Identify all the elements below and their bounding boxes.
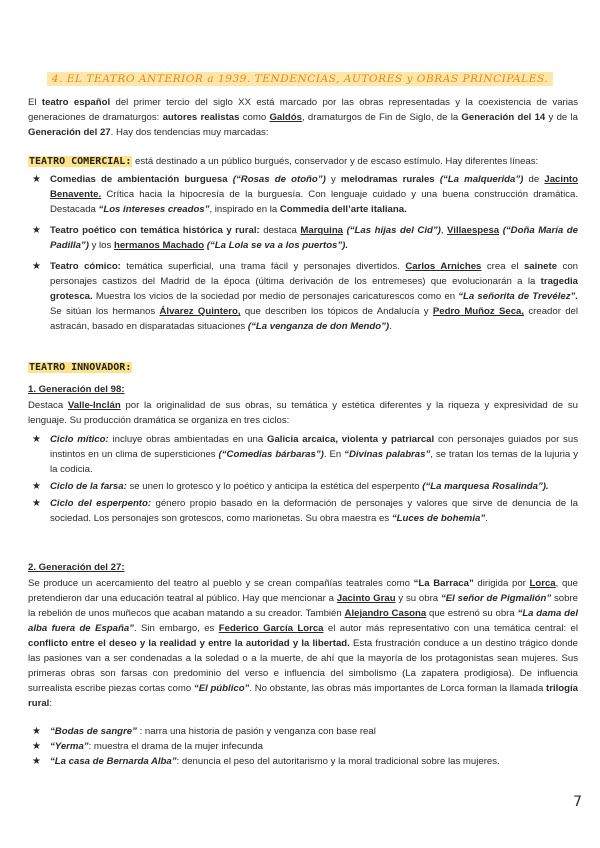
comercial-list: [28, 172, 578, 334]
gen98-list: [28, 432, 578, 526]
gen98-heading: 1. Generación del 98:: [28, 384, 125, 395]
list-item: ★ “Bodas de sangre” : narra una historia de pasión y venganza con base real: [32, 726, 376, 737]
list-item: ★ Ciclo mítico: incluye obras ambientadas en una Galicia arcaica, violenta y patriarcal con personajes guiados por sus instintos en un clima de supersticiones (“Comedias bárbaras”). En “Divinas palabras”, se tratan los temas de la lujuria y la codicia.: [32, 434, 579, 475]
star-bullet-icon: ★: [32, 726, 41, 737]
list-item: ★ Ciclo de la farsa: se unen lo grotesco y lo poético y anticipa la estética del esperpento (“La marquesa Rosalinda”).: [32, 481, 549, 492]
gen98-paragraph: Destaca Valle-Inclán por la originalidad de sus obras, su temática y estética diferentes y la riqueza y expresividad de su lenguaje. Su producción dramática se organiza en tres ciclos:: [28, 400, 578, 426]
list-item: ★ Teatro poético con temática histórica y rural: destaca Marquina (“Las hijas del Cid”), Villaespesa (“Doña María de Padilla”) y los hermanos Machado (“La Lola se va a los puertos”).: [32, 225, 578, 251]
star-bullet-icon: ★: [32, 261, 41, 272]
page-number: 7: [573, 794, 582, 810]
star-bullet-icon: ★: [32, 174, 41, 185]
list-item: ★ “Yerma”: muestra el drama de la mujer infecunda: [32, 741, 263, 752]
star-bullet-icon: ★: [32, 498, 41, 509]
list-item: ★ Comedias de ambientación burguesa (“Rosas de otoño”) y melodramas rurales (“La malquerida”) de Jacinto Benavente. Crítica hacia la hipocresía de la burguesía. Con lenguaje cuidado y una buena construcción dramática. Destacada “Los intereses creados”, inspirado en la Commedia dell’arte italiana.: [32, 174, 578, 215]
innovador-heading-row: [28, 360, 578, 375]
gen27-heading: 2. Generación del 27:: [28, 562, 125, 573]
star-bullet-icon: ★: [32, 225, 41, 236]
list-item: ★ “La casa de Bernarda Alba”: denuncia el peso del autoritarismo y la moral tradicional sobre las mujeres.: [32, 756, 500, 767]
star-bullet-icon: ★: [32, 434, 41, 445]
title-block: [0, 72, 600, 86]
star-bullet-icon: ★: [32, 756, 41, 767]
star-bullet-icon: ★: [32, 481, 41, 492]
gen27-list: [28, 724, 578, 769]
list-item: ★ Ciclo del esperpento: género propio basado en la deformación de personajes y valores que sirve de denuncia de la sociedad. Los personajes son grotescos, como marionetas. Su obra maestra es “Luces de bohemia”.: [32, 498, 578, 524]
star-bullet-icon: ★: [32, 741, 41, 752]
list-item: ★ Teatro cómico: temática superficial, una trama fácil y personajes divertidos. Carlos Arniches crea el sainete con personajes castizos del Madrid de la época (última derivación de los entremeses) que evolucionarán a la tragedia grotesca. Muestra los vicios de la sociedad por medio de personajes caricaturescos como en “La señorita de Trevélez”. Se sitúan los hermanos Álvarez Quintero, que describen los tópicos de Andalucía y Pedro Muñoz Seca, creador del astracán, basado en disparatadas situaciones (“La venganza de don Mendo”).: [32, 261, 578, 332]
comercial-intro: TEATRO COMERCIAL: está destinado a un público burgués, conservador y de escaso estímulo. Hay diferentes líneas:: [29, 156, 539, 167]
page-title: 4. EL TEATRO ANTERIOR a 1939. TENDENCIAS, AUTORES y OBRAS PRINCIPALES.: [47, 72, 553, 86]
intro-paragraph: El teatro español del primer tercio del siglo XX está marcado por las obras representadas y la coexistencia de varias generaciones de dramaturgos: autores realistas como Galdós, dramaturgos de Fin de Siglo, de la Generación del 14 y de la Generación del 27. Hay dos tendencias muy marcadas:: [28, 97, 578, 138]
section-heading-comercial: TEATRO COMERCIAL:: [29, 156, 132, 167]
section-heading-innovador: TEATRO INNOVADOR:: [29, 362, 132, 373]
gen27-paragraph: Se produce un acercamiento del teatro al pueblo y se crean compañías teatrales como “La Barraca” dirigida por Lorca, que pretendieron dar una educación teatral al público. Hay que mencionar a Jacinto Grau y su obra “El señor de Pigmalión” sobre la rebelión de unos muñecos que acaban matando a su creador. También Alejandro Casona que estrenó su obra “La dama del alba fuera de España”. Sin embargo, es Federico García Lorca el autor más representativo con una temática central: el conflicto entre el deseo y la realidad y entre la autoridad y la libertad. Esta frustración conduce a un destino trágico donde las pasiones van a ser condenadas a la soledad o a la muerte, de ahí que la mayoría de los protagonistas sean mujeres. Sus primeras obras son farsas con predominio del verso e influencia del simbolismo (La zapatera prodigiosa). De influencia surrealista escribe piezas cortas como “El público”. No obstante, las obras más importantes de Lorca forman la llamada trilogía rural:: [28, 578, 579, 709]
